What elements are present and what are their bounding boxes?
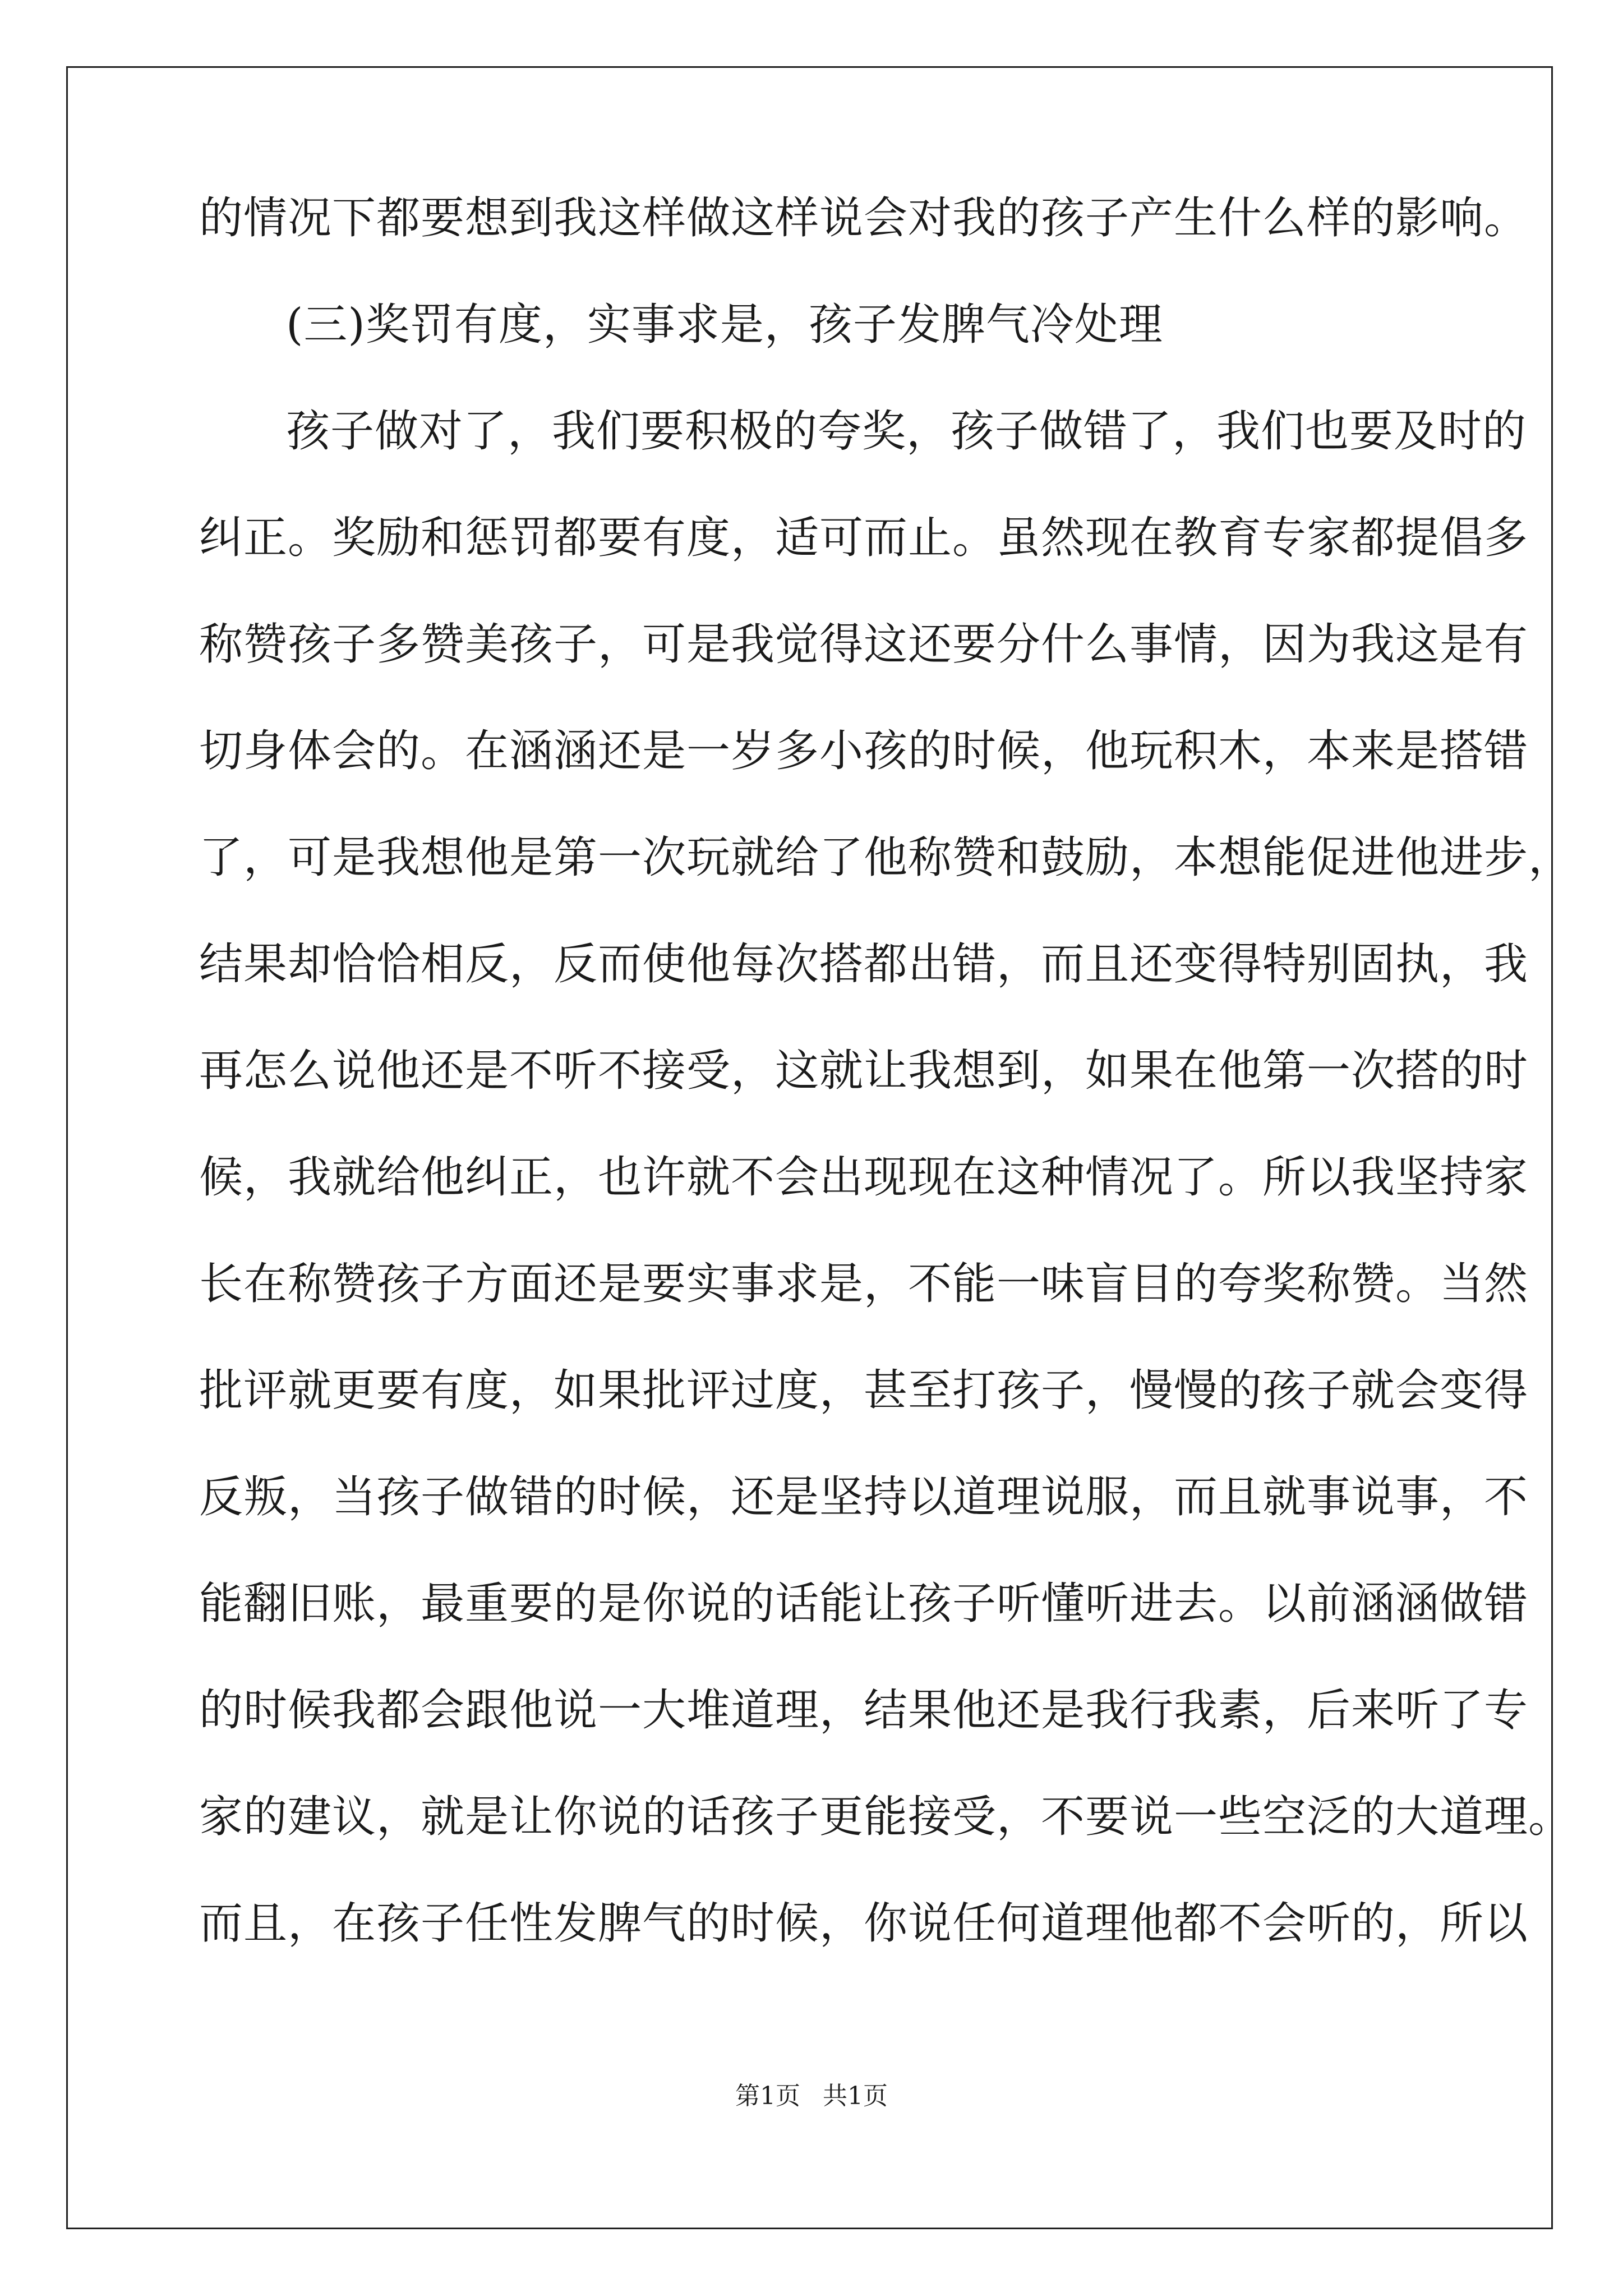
text-line: 批评就更要有度，如果批评过度，甚至打孩子，慢慢的孩子就会变得 [199,1365,1529,1416]
text-line: 反叛，当孩子做错的时候，还是坚持以道理说服，而且就事说事，不 [199,1472,1529,1522]
section-heading: (三)奖罚有度，实事求是，孩子发脾气冷处理 [286,300,1163,350]
text-line: 能翻旧账，最重要的是你说的话能让孩子听懂听进去。以前涵涵做错 [199,1579,1529,1629]
text-line: 长在称赞孩子方面还是要实事求是，不能一味盲目的夸奖称赞。当然 [199,1259,1529,1309]
text-line: 再怎么说他还是不听不接受，这就让我想到，如果在他第一次搭的时 [199,1046,1529,1096]
text-line: 的情况下都要想到我这样做这样说会对我的孩子产生什么样的影响。 [199,193,1529,243]
text-line: 切身体会的。在涵涵还是一岁多小孩的时候，他玩积木，本来是搭错 [199,726,1529,776]
page-total: 共1页 [823,2082,888,2110]
text-line: 候，我就给他纠正，也许就不会出现现在这种情况了。所以我坚持家 [199,1152,1529,1203]
text-line: 了，可是我想他是第一次玩就给了他称赞和鼓励，本想能促进他进步， [199,832,1573,883]
text-line: 纠正。奖励和惩罚都要有度，适可而止。虽然现在教育专家都提倡多 [199,513,1529,563]
text-line: 结果却恰恰相反，反而使他每次搭都出错，而且还变得特别固执，我 [199,939,1529,990]
page-footer [0,2084,1623,2109]
text-line: 而且，在孩子任性发脾气的时候，你说任何道理他都不会听的，所以 [199,1898,1529,1949]
text-line: 的时候我都会跟他说一大堆道理，结果他还是我行我素，后来听了专 [199,1685,1529,1736]
page-number: 第1页 [735,2082,800,2110]
text-line: 称赞孩子多赞美孩子，可是我觉得这还要分什么事情，因为我这是有 [199,619,1529,670]
text-line: 孩子做对了，我们要积极的夸奖，孩子做错了，我们也要及时的 [286,406,1527,457]
text-line: 家的建议，就是让你说的话孩子更能接受，不要说一些空泛的大道理。 [199,1792,1573,1842]
